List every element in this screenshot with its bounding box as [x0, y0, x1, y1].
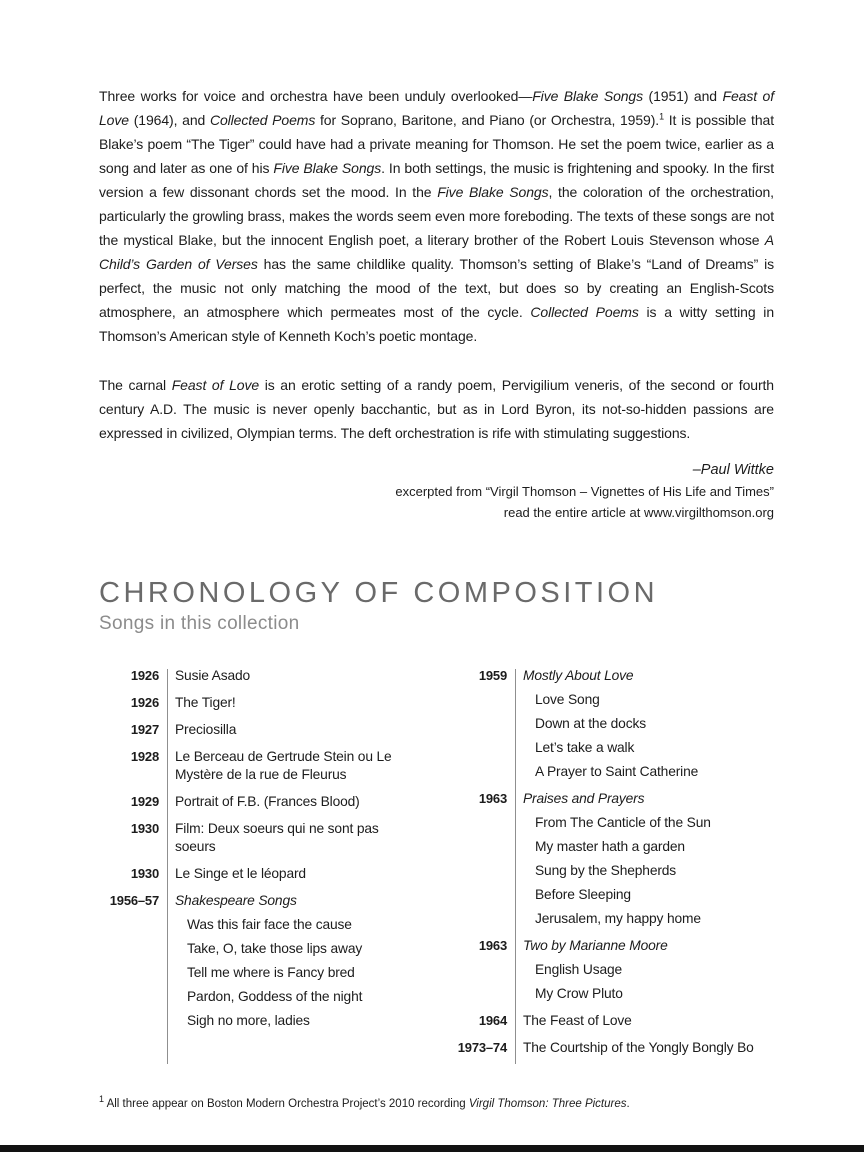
entry-song: Love Song: [535, 692, 600, 707]
entry-song: Tell me where is Fancy bred: [187, 965, 355, 980]
chronology-entry: [99, 892, 417, 1039]
entry-title: Portrait of F.B. (Frances Blood): [175, 794, 360, 809]
entry-song: English Usage: [535, 962, 623, 977]
entry-songs: [523, 961, 774, 1003]
entry-year: 1956–57: [109, 893, 159, 908]
chronology-table: [99, 667, 774, 1066]
article-text-block: [99, 84, 774, 523]
entry-title: The Tiger!: [175, 695, 236, 710]
entry-title: Praises and Prayers: [523, 791, 645, 806]
entry-titles: [175, 721, 417, 739]
entry-year: 1929: [130, 794, 159, 809]
article-paragraph-2: The carnal Feast of Love is an erotic setting of a randy poem, Pervigilium veneris, of the second or fourth century A.D. The music is never openly bacchantic, but as in Lord Byron, its not-so-hidden passions are expressed in civilized, Olympian terms. The deft orchestration is rife with stimulating suggestions.: [99, 377, 774, 441]
chronology-entry: [447, 790, 774, 937]
chronology-entry: [99, 667, 417, 694]
entry-title: Mostly About Love: [523, 668, 634, 683]
entry-year: 1973–74: [457, 1040, 507, 1055]
entry-title: The Courtship of the Yongly Bongly Bo: [523, 1040, 754, 1055]
attribution-author: –Paul Wittke: [692, 462, 774, 478]
attribution-source: excerpted from “Virgil Thomson – Vignettes of His Life and Times”: [395, 484, 774, 499]
entry-year: 1963: [478, 938, 507, 953]
entry-song: Down at the docks: [535, 716, 646, 731]
entry-year: 1959: [478, 668, 507, 683]
entry-title: Film: Deux soeurs qui ne sont pas soeurs: [175, 821, 379, 854]
entry-song: Pardon, Goddess of the night: [187, 989, 363, 1004]
entry-year: 1928: [130, 749, 159, 764]
chronology-entry: [99, 793, 417, 820]
chronology-entry: [447, 1012, 774, 1039]
chronology-entry: [99, 820, 417, 865]
entry-year: 1926: [130, 668, 159, 683]
entry-year: 1930: [130, 821, 159, 836]
entry-titles: [175, 694, 417, 712]
entry-song: From The Canticle of the Sun: [535, 815, 711, 830]
entry-titles: [175, 748, 417, 784]
entry-year: 1963: [478, 791, 507, 806]
footnote: $^1$ All three appear on Boston Modern Orchestra Project’s 2010 recording Virgil Thomson: Three Pictures.: [99, 1094, 630, 1110]
attribution-block: [99, 459, 774, 523]
chronology-entry: [99, 721, 417, 748]
chronology-right-column: [447, 667, 774, 1066]
entry-title: Preciosilla: [175, 722, 237, 737]
entry-song: Was this fair face the cause: [187, 917, 352, 932]
chronology-entry: [99, 748, 417, 793]
entry-songs: [175, 916, 417, 1030]
entry-titles: [175, 820, 417, 856]
entry-titles: [523, 1039, 774, 1057]
entry-title: Le Berceau de Gertrude Stein ou Le Mystère de la rue de Fleurus: [175, 749, 392, 782]
entry-title: Le Singe et le léopard: [175, 866, 306, 881]
entry-titles: [175, 892, 417, 1030]
chronology-entry: [447, 667, 774, 790]
entry-title: The Feast of Love: [523, 1013, 632, 1028]
chronology-entry: [99, 694, 417, 721]
entry-song: Sigh no more, ladies: [187, 1013, 310, 1028]
chronology-entry: [99, 865, 417, 892]
entry-titles: [523, 790, 774, 928]
entry-song: Jerusalem, my happy home: [535, 911, 701, 926]
attribution-url-line: read the entire article at www.virgilthomson.org: [503, 505, 774, 520]
entry-year: 1964: [478, 1013, 507, 1028]
entry-songs: [523, 814, 774, 928]
entry-song: Sung by the Shepherds: [535, 863, 677, 878]
entry-titles: [523, 1012, 774, 1030]
page-bottom-edge: [0, 1145, 864, 1152]
section-subtitle: Songs in this collection: [99, 613, 300, 634]
section-title: CHRONOLOGY OF COMPOSITION: [99, 577, 659, 609]
entry-titles: [523, 937, 774, 1003]
article-paragraph-1: Three works for voice and orchestra have been unduly overlooked—Five Blake Songs (1951) and Feast of Love (1964), and Collected Poems for Soprano, Baritone, and Piano (or Orchestra, 1959).$^1$ It is possible that Blake’s poem “The Tiger” could have had a private meaning for Thomson. He set the poem twice, earlier as a song and later as one of his Five Blake Songs. In both settings, the music is frightening and spooky. In the first version a few dissonant chords set the mood. In the Five Blake Songs, the coloration of the orchestration, particularly the growling brass, makes the words seem even more foreboding. The texts of these songs are not the mystical Blake, but the innocent English poet, a literary brother of the Robert Louis Stevenson whose A Child’s Garden of Verses has the same childlike quality. Thomson’s setting of Blake’s “Land of Dreams” is perfect, the music not only matching the mood of the text, but does so by creating an English-Scots atmosphere, an atmosphere which permeates most of the cycle. Collected Poems is a witty setting in Thomson’s American style of Kenneth Koch’s poetic montage.: [99, 88, 775, 344]
section-header: [99, 577, 774, 635]
entry-titles: [175, 667, 417, 685]
entry-titles: [523, 667, 774, 781]
entry-song: Before Sleeping: [535, 887, 631, 902]
chronology-entry: [447, 937, 774, 1012]
chronology-entry: [447, 1039, 774, 1066]
entry-titles: [175, 865, 417, 883]
chronology-left-column: [99, 667, 417, 1066]
entry-song: A Prayer to Saint Catherine: [535, 764, 699, 779]
entry-song: Take, O, take those lips away: [187, 941, 363, 956]
entry-year: 1926: [130, 695, 159, 710]
entry-title: Shakespeare Songs: [175, 893, 297, 908]
entry-titles: [175, 793, 417, 811]
entry-year: 1930: [130, 866, 159, 881]
entry-title: Two by Marianne Moore: [523, 938, 668, 953]
entry-year: 1927: [130, 722, 159, 737]
entry-songs: [523, 691, 774, 781]
entry-song: Let’s take a walk: [535, 740, 635, 755]
entry-song: My master hath a garden: [535, 839, 685, 854]
entry-song: My Crow Pluto: [535, 986, 623, 1001]
entry-title: Susie Asado: [175, 668, 251, 683]
